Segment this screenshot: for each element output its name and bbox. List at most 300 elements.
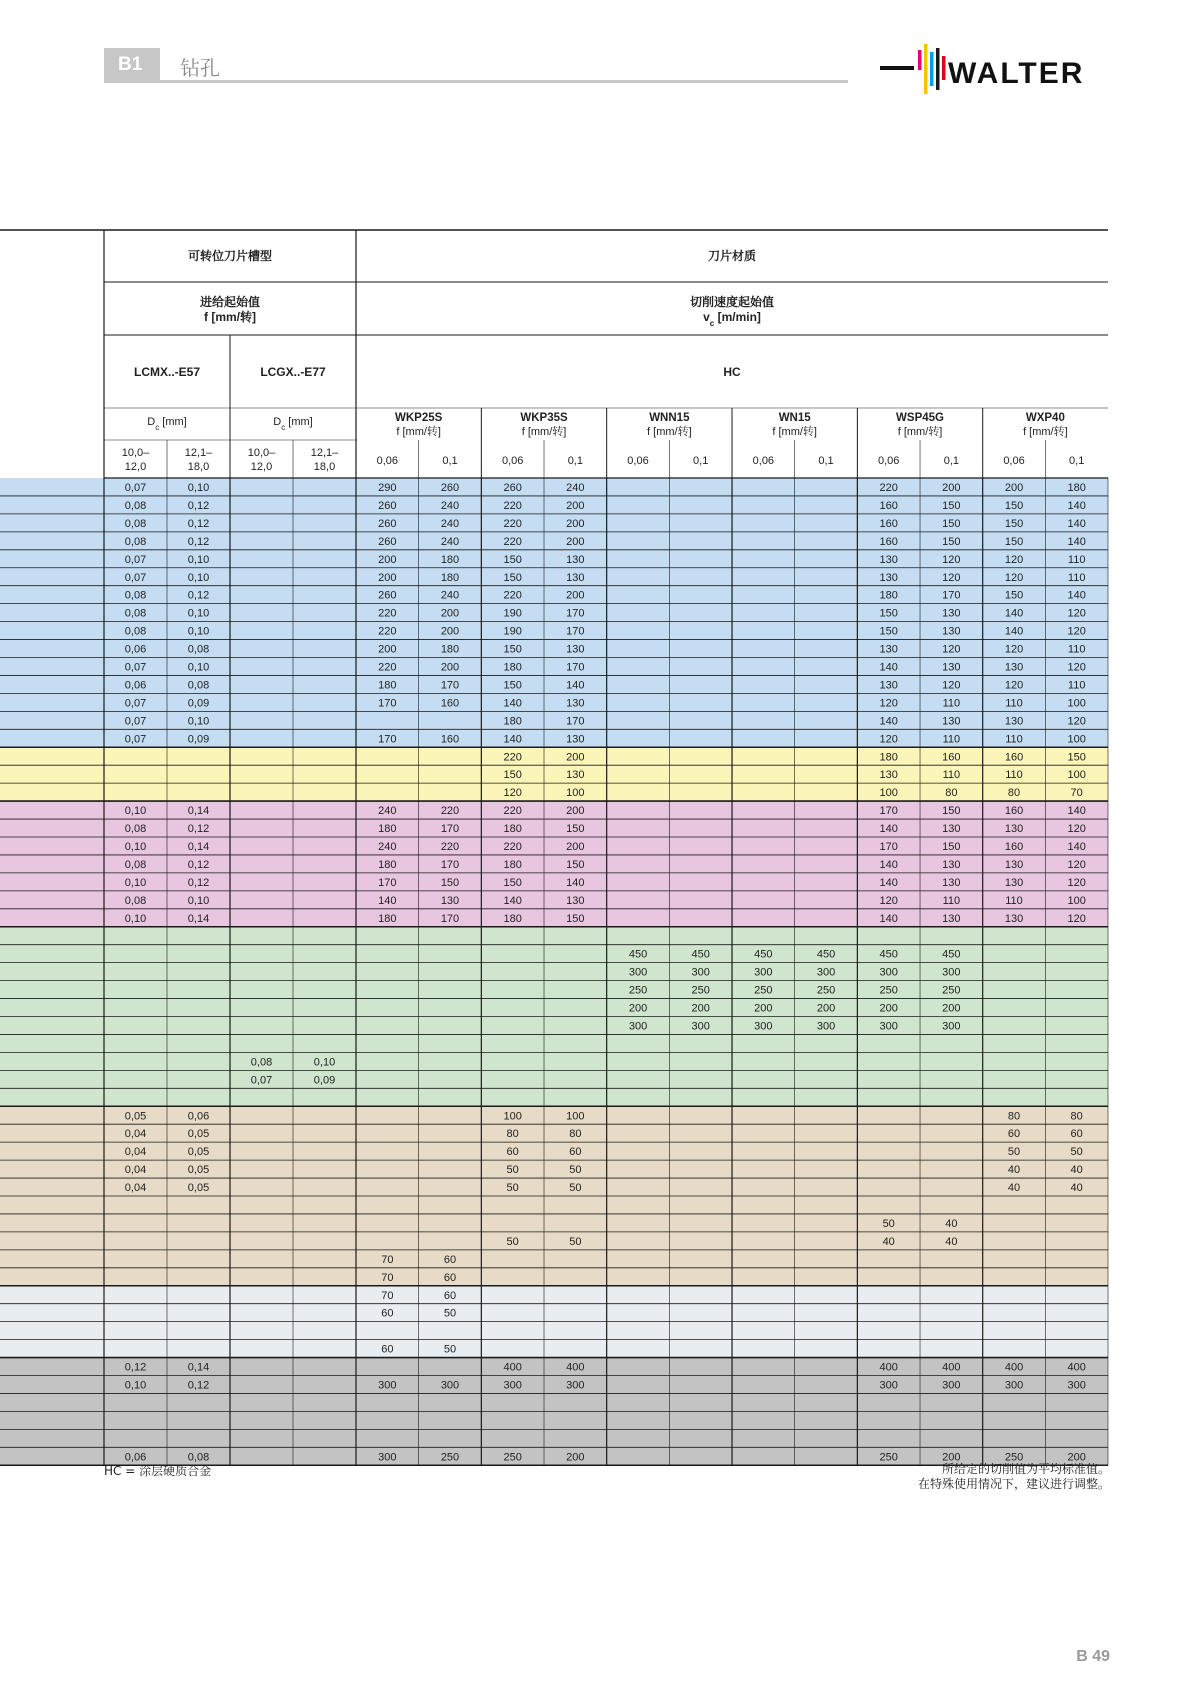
table-cell: 220 bbox=[440, 805, 460, 818]
table-cell: 50 bbox=[1007, 1146, 1021, 1159]
table-cell: 0,08 bbox=[124, 589, 147, 602]
table-cell: 0,07 bbox=[124, 553, 147, 566]
grade-name: WN15 bbox=[778, 412, 811, 424]
table-cell: 130 bbox=[440, 894, 460, 907]
table-cell: 250 bbox=[1004, 1451, 1024, 1464]
row-band-S bbox=[0, 1232, 1108, 1250]
table-cell: 180 bbox=[503, 715, 522, 728]
table-cell: 220 bbox=[879, 482, 898, 494]
table-cell: 170 bbox=[566, 625, 585, 638]
table-cell: 140 bbox=[1004, 607, 1024, 620]
table-cell: 130 bbox=[942, 912, 961, 925]
table-cell: 0,08 bbox=[250, 1056, 273, 1069]
table-cell: 200 bbox=[942, 1451, 961, 1464]
table-cell: 190 bbox=[503, 607, 522, 620]
table-cell: 200 bbox=[378, 643, 397, 656]
table-cell: 130 bbox=[1004, 823, 1024, 836]
table-cell: 0,06 bbox=[187, 1110, 210, 1123]
table-cell: 0,12 bbox=[187, 876, 210, 889]
table-cell: 260 bbox=[440, 482, 460, 494]
table-cell: 0,08 bbox=[187, 1451, 210, 1464]
feed-col-header: 0,06 bbox=[501, 455, 524, 467]
table-cell: 60 bbox=[443, 1271, 457, 1284]
table-cell: 160 bbox=[879, 517, 898, 530]
dc-range-top: 12,1– bbox=[184, 447, 213, 459]
table-cell: 0,08 bbox=[124, 499, 147, 512]
table-cell: 140 bbox=[879, 715, 898, 728]
grade-feed-unit: f [mm/转] bbox=[396, 426, 441, 438]
dc-label-part: D bbox=[147, 416, 156, 428]
table-cell: 220 bbox=[503, 499, 522, 512]
feed-col-header: 0,1 bbox=[1069, 455, 1085, 467]
table-cell: 0,10 bbox=[124, 876, 147, 889]
grade-feed-unit: f [mm/转] bbox=[647, 426, 692, 438]
row-band-M bbox=[0, 783, 1108, 801]
table-cell: 120 bbox=[1067, 715, 1086, 728]
table-cell: 150 bbox=[503, 679, 522, 692]
table-cell: 0,14 bbox=[187, 1361, 210, 1374]
table-cell: 240 bbox=[440, 517, 460, 530]
table-cell: 150 bbox=[566, 858, 585, 871]
table-cell: 150 bbox=[942, 841, 961, 853]
table-cell: 130 bbox=[566, 733, 585, 746]
table-cell: 150 bbox=[503, 769, 522, 782]
table-cell: 240 bbox=[440, 535, 460, 548]
table-cell: 130 bbox=[1004, 661, 1024, 674]
table-cell: 0,05 bbox=[187, 1146, 210, 1159]
table-cell: 180 bbox=[378, 912, 397, 925]
table-cell: 50 bbox=[506, 1235, 519, 1248]
table-cell: 80 bbox=[945, 787, 958, 800]
table-cell: 240 bbox=[440, 589, 460, 602]
section-badge: B1 bbox=[104, 48, 160, 82]
header-speed-start: 切削速度起始值 bbox=[689, 295, 775, 309]
walter-logo-text: WALTER bbox=[948, 57, 1085, 90]
table-cell: 180 bbox=[503, 858, 522, 871]
header-rule bbox=[104, 80, 848, 83]
row-band-H bbox=[0, 1304, 1108, 1322]
row-band-S bbox=[0, 1124, 1108, 1142]
table-cell: 160 bbox=[440, 697, 460, 710]
table-cell: 250 bbox=[816, 984, 836, 997]
grade-feed-unit: f [mm/转] bbox=[1023, 426, 1068, 438]
table-cell: 180 bbox=[440, 643, 460, 656]
table-cell: 150 bbox=[942, 535, 961, 548]
table-cell: 0,10 bbox=[124, 912, 147, 925]
table-cell: 200 bbox=[942, 482, 961, 494]
table-cell: 120 bbox=[879, 697, 898, 710]
table-cell: 150 bbox=[942, 517, 961, 530]
cutting-data-table bbox=[0, 230, 1108, 1464]
table-cell: 50 bbox=[443, 1343, 457, 1356]
table-cell: 250 bbox=[879, 1451, 898, 1464]
table-cell: 150 bbox=[1004, 589, 1024, 602]
table-cell: 50 bbox=[506, 1164, 519, 1177]
grade-name: WSP45G bbox=[896, 412, 944, 424]
table-cell: 450 bbox=[754, 948, 773, 961]
table-cell: 130 bbox=[879, 679, 898, 692]
table-cell: 170 bbox=[566, 715, 585, 728]
table-cell: 300 bbox=[628, 1020, 648, 1033]
feed-col-header: 0,1 bbox=[567, 455, 583, 467]
table-cell: 180 bbox=[503, 823, 522, 836]
table-cell: 300 bbox=[378, 1379, 397, 1392]
table-cell: 450 bbox=[628, 948, 648, 961]
table-cell: 0,12 bbox=[187, 1379, 210, 1392]
table-cell: 220 bbox=[503, 535, 522, 548]
table-cell: 60 bbox=[381, 1307, 394, 1320]
feed-col-header: 0,06 bbox=[877, 455, 900, 467]
table-cell: 120 bbox=[1067, 858, 1086, 871]
table-cell: 110 bbox=[942, 697, 961, 710]
table-cell: 200 bbox=[566, 751, 585, 764]
table-cell: 40 bbox=[1007, 1182, 1021, 1195]
table-cell: 200 bbox=[566, 589, 585, 602]
table-cell: 140 bbox=[503, 733, 522, 746]
table-cell: 120 bbox=[1067, 823, 1086, 836]
table-cell: 100 bbox=[566, 1110, 585, 1123]
table-cell: 130 bbox=[1004, 912, 1024, 925]
table-cell: 130 bbox=[879, 643, 898, 656]
row-band-H bbox=[0, 1340, 1108, 1358]
table-cell: 130 bbox=[566, 643, 585, 656]
table-cell: 170 bbox=[440, 823, 460, 836]
table-cell: 140 bbox=[1067, 535, 1086, 548]
table-cell: 0,14 bbox=[187, 841, 210, 853]
table-cell: 200 bbox=[566, 535, 585, 548]
table-cell: 220 bbox=[378, 661, 397, 674]
table-cell: 110 bbox=[1067, 553, 1086, 566]
table-cell: 160 bbox=[1004, 841, 1024, 853]
table-cell: 0,12 bbox=[187, 858, 210, 871]
dc-label-part: c bbox=[281, 422, 286, 432]
table-cell: 170 bbox=[440, 912, 460, 925]
table-cell: 110 bbox=[1005, 697, 1023, 710]
table-cell: 150 bbox=[566, 823, 585, 836]
table-cell: 140 bbox=[879, 661, 898, 674]
table-cell: 180 bbox=[378, 679, 397, 692]
row-band-N bbox=[0, 1088, 1108, 1106]
table-cell: 0,08 bbox=[124, 858, 147, 871]
grade-name: WNN15 bbox=[649, 412, 690, 424]
table-cell: 170 bbox=[942, 589, 961, 602]
table-cell: 0,07 bbox=[124, 697, 147, 710]
table-cell: 0,07 bbox=[124, 482, 147, 494]
table-cell: 150 bbox=[503, 571, 522, 584]
table-cell: 0,05 bbox=[124, 1110, 147, 1123]
page-title: 钻孔 bbox=[180, 56, 220, 80]
table-cell: 140 bbox=[879, 823, 898, 836]
header-speed-unit bbox=[703, 310, 761, 328]
table-cell: 120 bbox=[1004, 571, 1024, 584]
table-cell: 240 bbox=[440, 499, 460, 512]
table-cell: 180 bbox=[440, 553, 460, 566]
dc-label-part: [mm] bbox=[159, 416, 187, 428]
table-cell: 140 bbox=[1067, 499, 1086, 512]
table-cell: 150 bbox=[1067, 751, 1086, 764]
table-cell: 180 bbox=[503, 912, 522, 925]
table-cell: 130 bbox=[566, 553, 585, 566]
table-cell: 140 bbox=[1067, 841, 1086, 853]
table-cell: 120 bbox=[942, 643, 961, 656]
feed-col-header: 0,06 bbox=[1003, 455, 1025, 467]
table-cell: 180 bbox=[378, 823, 397, 836]
table-cell: 250 bbox=[754, 984, 773, 997]
table-cell: 240 bbox=[378, 841, 397, 853]
header-insert-grade: 刀片材质 bbox=[707, 249, 757, 263]
table-cell: 200 bbox=[879, 1002, 898, 1015]
table-cell: 0,04 bbox=[124, 1146, 147, 1159]
table-cell: 220 bbox=[378, 607, 397, 620]
table-cell: 100 bbox=[503, 1110, 522, 1123]
table-cell: 0,08 bbox=[124, 517, 147, 530]
table-cell: 0,07 bbox=[124, 661, 147, 674]
table-cell: 160 bbox=[879, 535, 898, 548]
table-cell: 300 bbox=[879, 966, 898, 979]
table-cell: 130 bbox=[879, 769, 898, 782]
table-cell: 150 bbox=[503, 643, 522, 656]
table-cell: 110 bbox=[1005, 733, 1023, 746]
table-cell: 120 bbox=[1067, 661, 1086, 674]
table-cell: 260 bbox=[378, 535, 397, 548]
table-cell: 120 bbox=[879, 894, 898, 907]
table-cell: 400 bbox=[503, 1361, 522, 1374]
row-band-S bbox=[0, 1106, 1108, 1124]
table-cell: 160 bbox=[879, 499, 898, 512]
header-feed-start: 进给起始值 bbox=[199, 295, 261, 309]
table-cell: 170 bbox=[879, 805, 898, 818]
page-number: B 49 bbox=[1076, 1648, 1110, 1665]
table-cell: 50 bbox=[1070, 1146, 1083, 1159]
table-cell: 450 bbox=[691, 948, 710, 961]
table-cell: 0,10 bbox=[187, 715, 210, 728]
table-cell: 40 bbox=[1070, 1182, 1083, 1195]
table-cell: 200 bbox=[378, 553, 397, 566]
table-cell: 0,10 bbox=[187, 661, 210, 674]
table-cell: 120 bbox=[1067, 876, 1086, 889]
table-cell: 220 bbox=[503, 805, 522, 818]
table-cell: 300 bbox=[691, 1020, 710, 1033]
table-cell: 40 bbox=[945, 1235, 958, 1248]
feed-col-header: 0,06 bbox=[752, 455, 775, 467]
table-cell: 80 bbox=[506, 1128, 519, 1141]
table-cell: 0,10 bbox=[187, 607, 210, 620]
table-cell: 120 bbox=[503, 787, 522, 800]
table-cell: 300 bbox=[503, 1379, 522, 1392]
table-cell: 150 bbox=[1004, 517, 1024, 530]
dc-label-part: [mm] bbox=[285, 416, 313, 428]
table-cell: 150 bbox=[503, 876, 522, 889]
table-cell: 130 bbox=[879, 571, 898, 584]
table-cell: 0,10 bbox=[187, 625, 210, 638]
table-cell: 110 bbox=[1067, 571, 1086, 584]
table-cell: 170 bbox=[440, 679, 460, 692]
table-cell: 80 bbox=[1007, 1110, 1021, 1123]
table-cell: 50 bbox=[569, 1182, 582, 1195]
table-cell: 0,08 bbox=[187, 679, 210, 692]
row-band-N bbox=[0, 1070, 1108, 1088]
dc-range-bottom: 12,0 bbox=[124, 461, 147, 473]
table-cell: 50 bbox=[569, 1235, 582, 1248]
table-cell: 0,10 bbox=[313, 1056, 336, 1069]
table-cell: 290 bbox=[378, 482, 397, 494]
table-cell: 150 bbox=[879, 625, 898, 638]
row-band-N bbox=[0, 927, 1108, 945]
table-cell: 240 bbox=[566, 482, 585, 494]
table-cell: 80 bbox=[1070, 1110, 1083, 1123]
table-cell: 170 bbox=[378, 697, 397, 710]
table-cell: 180 bbox=[879, 589, 898, 602]
dc-range-top: 12,1– bbox=[310, 447, 339, 459]
table-cell: 180 bbox=[378, 858, 397, 871]
table-cell: 0,06 bbox=[124, 643, 147, 656]
grade-name: WXP40 bbox=[1025, 412, 1065, 424]
grade-feed-unit: f [mm/转] bbox=[521, 426, 567, 438]
table-cell: 0,07 bbox=[124, 715, 147, 728]
table-cell: 200 bbox=[566, 517, 585, 530]
table-cell: 200 bbox=[816, 1002, 836, 1015]
row-band-S bbox=[0, 1196, 1108, 1214]
table-cell: 120 bbox=[942, 553, 961, 566]
table-cell: 250 bbox=[503, 1451, 522, 1464]
table-cell: 0,10 bbox=[187, 571, 210, 584]
table-cell: 200 bbox=[1004, 482, 1024, 494]
table-cell: 100 bbox=[879, 787, 898, 800]
table-cell: 240 bbox=[378, 805, 397, 818]
dc-label-part: D bbox=[273, 416, 282, 428]
table-cell: 130 bbox=[942, 858, 961, 871]
speed-unit-part: v bbox=[703, 310, 710, 324]
table-cell: 60 bbox=[381, 1343, 394, 1356]
table-cell: 0,09 bbox=[187, 697, 210, 710]
table-cell: 250 bbox=[942, 984, 961, 997]
table-cell: 220 bbox=[503, 589, 522, 602]
table-cell: 400 bbox=[566, 1361, 585, 1374]
grade-feed-unit: f [mm/转] bbox=[772, 426, 817, 438]
table-cell: 180 bbox=[879, 751, 898, 764]
feed-col-header: 0,1 bbox=[442, 455, 458, 467]
note-line-2: 在特殊使用情况下，建议进行调整。 bbox=[917, 1477, 1110, 1491]
table-cell: 140 bbox=[1004, 625, 1024, 638]
table-cell: 110 bbox=[1067, 679, 1086, 692]
table-cell: 180 bbox=[503, 661, 522, 674]
table-cell: 0,10 bbox=[124, 1379, 147, 1392]
row-band-S bbox=[0, 1142, 1108, 1160]
table-cell: 300 bbox=[378, 1451, 397, 1464]
table-cell: 300 bbox=[440, 1379, 460, 1392]
table-cell: 50 bbox=[882, 1217, 895, 1230]
table-cell: 0,12 bbox=[187, 535, 210, 548]
row-band-H bbox=[0, 1286, 1108, 1304]
geometry-lcmx: LCMX..-E57 bbox=[133, 365, 201, 379]
table-cell: 300 bbox=[942, 966, 961, 979]
table-cell: 60 bbox=[1070, 1128, 1083, 1141]
table-cell: 0,12 bbox=[187, 517, 210, 530]
table-cell: 250 bbox=[628, 984, 648, 997]
feed-col-header: 0,1 bbox=[818, 455, 834, 467]
table-cell: 120 bbox=[1067, 912, 1086, 925]
table-cell: 60 bbox=[443, 1253, 457, 1266]
table-cell: 120 bbox=[942, 571, 961, 584]
table-cell: 140 bbox=[1067, 589, 1086, 602]
table-cell: 100 bbox=[1067, 894, 1086, 907]
header-insert-geometry: 可转位刀片槽型 bbox=[187, 249, 273, 263]
table-cell: 140 bbox=[1067, 805, 1086, 818]
table-cell: 160 bbox=[440, 733, 460, 746]
table-cell: 200 bbox=[378, 571, 397, 584]
table-cell: 150 bbox=[1004, 535, 1024, 548]
table-cell: 80 bbox=[1007, 787, 1021, 800]
table-cell: 160 bbox=[1004, 751, 1024, 764]
table-cell: 260 bbox=[378, 499, 397, 512]
table-cell: 170 bbox=[566, 661, 585, 674]
table-cell: 0,12 bbox=[187, 823, 210, 836]
table-cell: 260 bbox=[378, 517, 397, 530]
table-cell: 0,05 bbox=[187, 1164, 210, 1177]
header-feed-unit: f [mm/转] bbox=[204, 310, 256, 324]
table-cell: 0,12 bbox=[187, 499, 210, 512]
table-cell: 0,07 bbox=[124, 571, 147, 584]
table-cell: 170 bbox=[566, 607, 585, 620]
table-cell: 120 bbox=[1067, 607, 1086, 620]
table-cell: 40 bbox=[945, 1217, 958, 1230]
table-cell: 130 bbox=[942, 607, 961, 620]
table-cell: 130 bbox=[942, 876, 961, 889]
table-cell: 0,10 bbox=[187, 553, 210, 566]
table-cell: 160 bbox=[1004, 805, 1024, 818]
table-cell: 220 bbox=[503, 841, 522, 853]
table-cell: 300 bbox=[628, 966, 648, 979]
table-cell: 150 bbox=[440, 876, 460, 889]
table-cell: 140 bbox=[503, 894, 522, 907]
table-cell: 400 bbox=[942, 1361, 961, 1374]
dc-range-bottom: 12,0 bbox=[250, 461, 273, 473]
table-cell: 0,05 bbox=[187, 1182, 210, 1195]
row-band-N bbox=[0, 1052, 1108, 1070]
table-cell: 150 bbox=[1004, 499, 1024, 512]
table-cell: 0,09 bbox=[313, 1074, 336, 1087]
row-band-N bbox=[0, 1034, 1108, 1052]
table-cell: 400 bbox=[1067, 1361, 1086, 1374]
feed-col-header: 0,06 bbox=[376, 455, 399, 467]
table-cell: 140 bbox=[879, 858, 898, 871]
table-cell: 130 bbox=[1004, 715, 1024, 728]
table-cell: 110 bbox=[942, 733, 961, 746]
table-cell: 0,12 bbox=[124, 1361, 147, 1374]
table-cell: 130 bbox=[879, 553, 898, 566]
table-cell: 100 bbox=[566, 787, 585, 800]
table-cell: 130 bbox=[942, 625, 961, 638]
row-band-S bbox=[0, 1178, 1108, 1196]
table-cell: 0,10 bbox=[124, 841, 147, 853]
table-cell: 300 bbox=[816, 1020, 836, 1033]
table-cell: 0,08 bbox=[124, 607, 147, 620]
table-cell: 220 bbox=[440, 841, 460, 853]
table-cell: 120 bbox=[942, 679, 961, 692]
row-band-H bbox=[0, 1322, 1108, 1340]
table-cell: 120 bbox=[1004, 643, 1024, 656]
table-cell: 110 bbox=[942, 769, 961, 782]
table-cell: 170 bbox=[378, 733, 397, 746]
table-cell: 200 bbox=[440, 607, 460, 620]
table-cell: 120 bbox=[1004, 679, 1024, 692]
table-cell: 190 bbox=[503, 625, 522, 638]
table-cell: 0,06 bbox=[124, 679, 147, 692]
table-cell: 0,10 bbox=[187, 482, 210, 494]
speed-unit-part: c bbox=[709, 318, 715, 328]
table-cell: 70 bbox=[1070, 787, 1083, 800]
table-cell: 300 bbox=[879, 1020, 898, 1033]
